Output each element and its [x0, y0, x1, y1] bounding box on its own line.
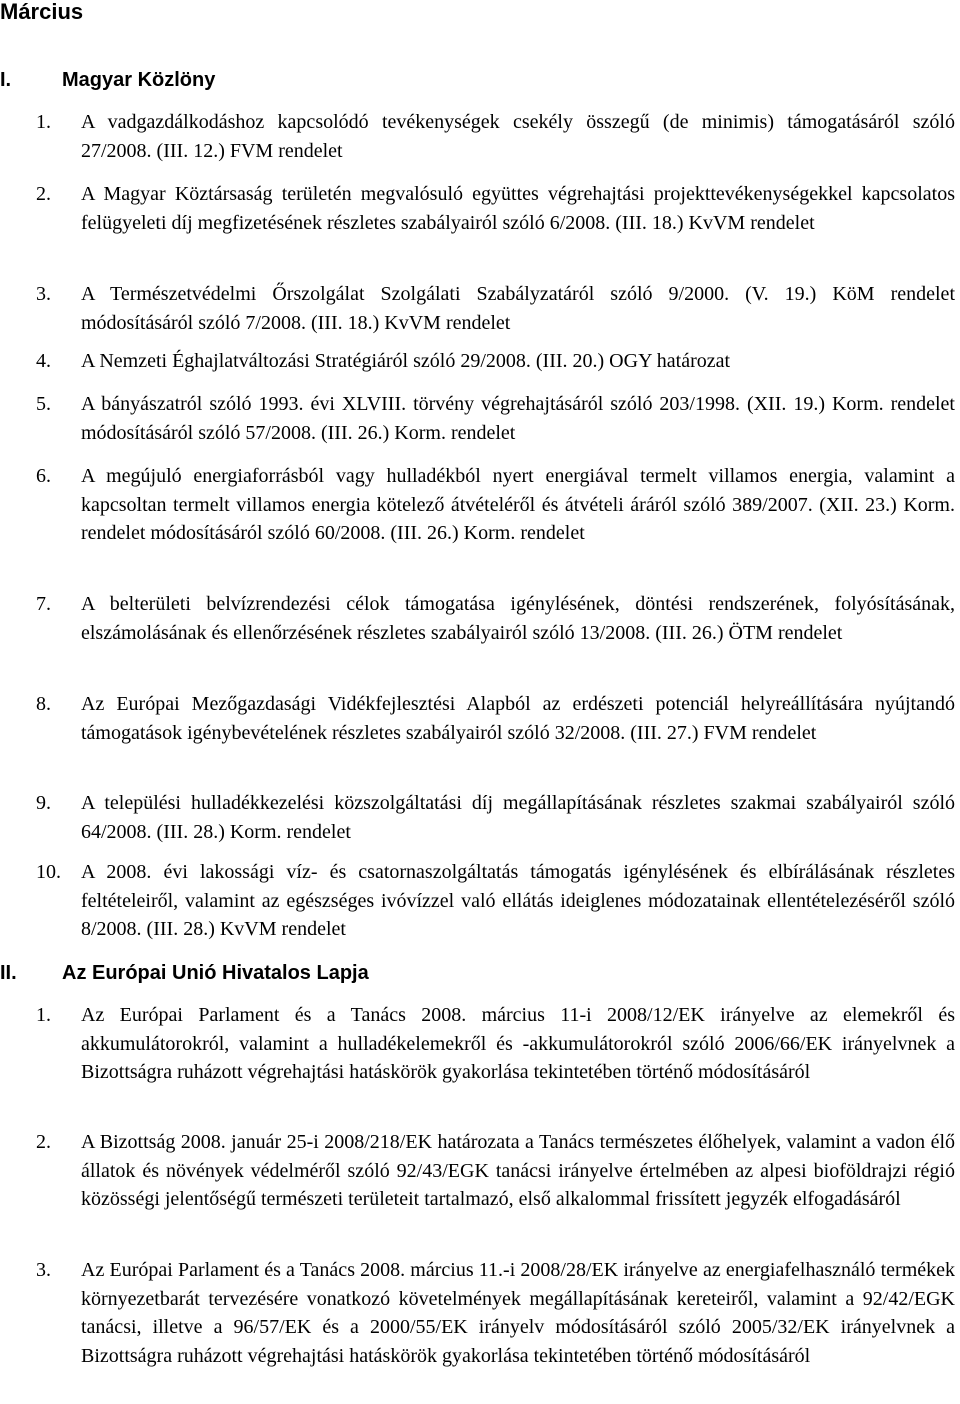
list-item [36, 280, 955, 337]
page-title: Március [0, 0, 84, 24]
list-item [36, 1001, 955, 1087]
list-item [36, 1128, 955, 1214]
list-item [36, 590, 955, 647]
list-item [36, 1256, 955, 1370]
item-number: 1. [36, 1004, 51, 1026]
list-item [36, 690, 955, 747]
item-text: A bányászatról szóló 1993. évi XLVIII. törvény végrehajtásáról szóló 203/1998. (XII. 19.) Korm. rendelet módosításáról szóló 57/2008. (III. 26.) Korm. rendelet [81, 393, 955, 444]
item-text: A 2008. évi lakossági víz- és csatornaszolgáltatás támogatás igénylésének és elbírálásának részletes feltételeiről, valamint az egészséges ivóvízzel való ellátás ideiglenes módozatainak ellentételezéséről szóló 8/2008. (III. 28.) KvVM rendelet [81, 861, 955, 940]
item-number: 1. [36, 111, 51, 133]
item-number: 3. [36, 1259, 51, 1281]
item-text: A belterületi belvízrendezési célok támogatása igénylésének, döntési rendszerének, folyósításának, elszámolásának és ellenőrzésének részletes szabályairól szóló 13/2008. (III. 26.) ÖTM rendelet [81, 593, 955, 644]
list-item [36, 858, 955, 944]
item-number: 5. [36, 393, 51, 415]
list-item [36, 789, 955, 846]
item-number: 3. [36, 283, 51, 305]
list-item [36, 390, 955, 447]
item-text: Az Európai Parlament és a Tanács 2008. március 11.-i 2008/28/EK irányelve az energiafelhasználó termékek környezetbarát tervezésére vonatkozó követelmények megállapításának kereteiről, valamint a 92/42/EGK tanácsi, illetve a 96/57/EK és a 2000/55/EK irányelv módosításáról szóló 2005/32/EK irányelvnek a Bizottságra ruházott végrehajtási hatáskörök gyakorlása tekintetében történő módosításáról [81, 1259, 955, 1367]
item-number: 4. [36, 350, 51, 372]
item-number: 10. [36, 861, 61, 883]
item-text: A Természetvédelmi Őrszolgálat Szolgálati Szabályzatáról szóló 9/2000. (V. 19.) KöM rendelet módosításáról szóló 7/2008. (III. 18.) KvVM rendelet [81, 283, 955, 334]
list-item [36, 108, 955, 165]
item-number: 9. [36, 792, 51, 814]
item-text: A Bizottság 2008. január 25-i 2008/218/EK határozata a Tanács természetes élőhelyek, valamint a vadon élő állatok és növények védelméről szóló 92/43/EGK tanácsi irányelve értelmében az alpesi bioföldrajzi régió közösségi jelentőségű természeti területeit tartalmazó, első alkalommal frissített jegyzék elfogadásáról [81, 1131, 955, 1210]
item-number: 2. [36, 1131, 51, 1153]
item-text: Az Európai Mezőgazdasági Vidékfejlesztési Alapból az erdészeti potenciál helyreállítására nyújtandó támogatások igénybevételének részletes szabályairól szóló 32/2008. (III. 27.) FVM rendelet [81, 693, 955, 744]
item-text: A települési hulladékkezelési közszolgáltatási díj megállapításának részletes szakmai szabályairól szóló 64/2008. (III. 28.) Korm. rendelet [81, 792, 955, 843]
section-heading-1 [0, 66, 215, 94]
list-item [36, 180, 955, 237]
section-heading-2 [0, 959, 369, 987]
section-number: II. [0, 962, 17, 984]
item-number: 6. [36, 465, 51, 487]
item-text: A Magyar Köztársaság területén megvalósuló együttes végrehajtási projekttevékenységekkel kapcsolatos felügyeleti díj megfizetésének részletes szabályairól szóló 6/2008. (III. 18.) KvVM rendelet [81, 183, 955, 234]
item-number: 7. [36, 593, 51, 615]
list-item [36, 462, 955, 548]
list-item [36, 347, 955, 376]
item-text: A megújuló energiaforrásból vagy hulladékból nyert energiával termelt villamos energia, valamint a kapcsoltan termelt villamos energia kötelező átvételéről és átvételi áráról szóló 389/2007. (XII. 23.) Korm. rendelet módosításáról szóló 60/2008. (III. 26.) Korm. rendelet [81, 465, 955, 544]
item-number: 2. [36, 183, 51, 205]
item-text: A vadgazdálkodáshoz kapcsolódó tevékenységek csekély összegű (de minimis) támogatásáról szóló 27/2008. (III. 12.) FVM rendelet [81, 111, 955, 162]
item-text: Az Európai Parlament és a Tanács 2008. március 11-i 2008/12/EK irányelve az elemekről és akkumulátorokról, valamint a hulladékelemekről és -akkumulátorokról szóló 2006/66/EK irányelvnek a Bizottságra ruházott végrehajtási hatáskörök gyakorlása tekintetében történő módosításáról [81, 1004, 955, 1083]
section-title: Az Európai Unió Hivatalos Lapja [62, 962, 369, 984]
item-number: 8. [36, 693, 51, 715]
item-text: A Nemzeti Éghajlatváltozási Stratégiáról szóló 29/2008. (III. 20.) OGY határozat [81, 350, 731, 372]
section-number: I. [0, 69, 12, 91]
section-title: Magyar Közlöny [62, 69, 216, 91]
